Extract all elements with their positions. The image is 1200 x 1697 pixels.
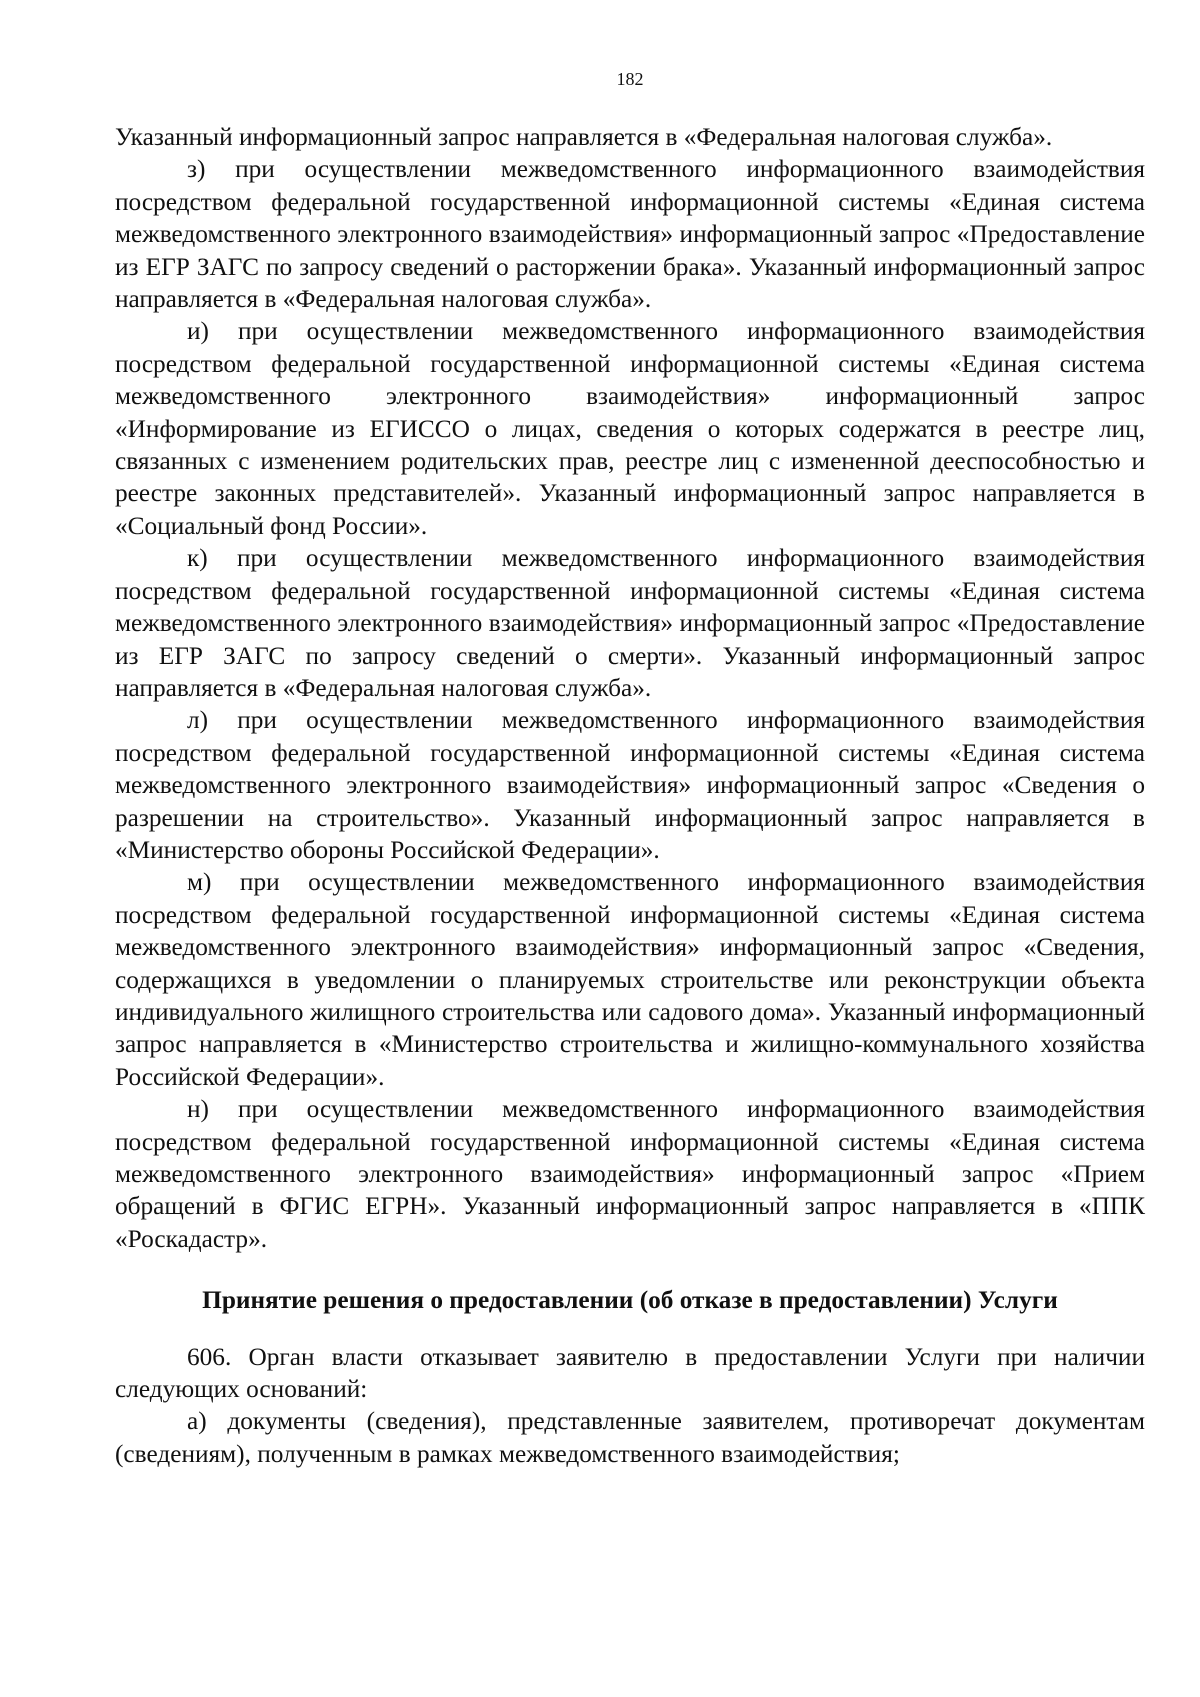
- paragraph-item-m: м) при осуществлении межведомственного информационного взаимодействия посредством федеральной государственной информационной системы «Единая система межведомственного электронного взаимодействия» информационный запрос «Сведения, содержащихся в уведомлении о планируемых строительстве или реконструкции объекта индивидуального жилищного строительства или садового дома». Указанный информационный запрос направляется в «Министерство строительства и жилищно-коммунального хозяйства Российской Федерации».: [115, 868, 1145, 1091]
- section-heading: Принятие решения о предоставлении (об отказе в предоставлении) Услуги: [202, 1286, 1058, 1315]
- paragraph-continuation: Указанный информационный запрос направляется в «Федеральная налоговая служба».: [115, 123, 1053, 151]
- document-body: [115, 121, 1145, 1470]
- paragraph-item-l: л) при осуществлении межведомственного информационного взаимодействия посредством федеральной государственной информационной системы «Единая система межведомственного электронного взаимодействия» информационный запрос «Сведения о разрешении на строительство». Указанный информационный запрос направляется в «Министерство обороны Российской Федерации».: [115, 706, 1145, 864]
- page-number: 182: [616, 69, 644, 89]
- paragraph-item-k: к) при осуществлении межведомственного информационного взаимодействия посредством федеральной государственной информационной системы «Единая система межведомственного электронного взаимодействия» информационный запрос «Предоставление из ЕГР ЗАГС по запросу сведений о смерти». Указанный информационный запрос направляется в «Федеральная налоговая служба».: [115, 544, 1145, 702]
- paragraph-item-i: и) при осуществлении межведомственного информационного взаимодействия посредством федеральной государственной информационной системы «Единая система межведомственного электронного взаимодействия» информационный запрос «Информирование из ЕГИССО о лицах, сведения о которых содержатся в реестре лиц, связанных с изменением родительских прав, реестре лиц с измененной дееспособностью и реестре законных представителей». Указанный информационный запрос направляется в «Социальный фонд России».: [115, 317, 1145, 540]
- paragraph-606: 606. Орган власти отказывает заявителю в предоставлении Услуги при наличии следующих оснований:: [115, 1342, 1145, 1404]
- paragraph-item-n: н) при осуществлении межведомственного информационного взаимодействия посредством федеральной государственной информационной системы «Единая система межведомственного электронного взаимодействия» информационный запрос «Прием обращений в ФГИС ЕГРН». Указанный информационный запрос направляется в «ППК «Роскадастр».: [115, 1095, 1145, 1253]
- paragraph-item-z: з) при осуществлении межведомственного информационного взаимодействия посредством федеральной государственной информационной системы «Единая система межведомственного электронного взаимодействия» информационный запрос «Предоставление из ЕГР ЗАГС по запросу сведений о расторжении брака». Указанный информационный запрос направляется в «Федеральная налоговая служба».: [115, 155, 1145, 314]
- paragraph-item-a: а) документы (сведения), представленные заявителем, противоречат документам (сведениям), полученным в рамках межведомственного взаимодействия;: [115, 1407, 1145, 1468]
